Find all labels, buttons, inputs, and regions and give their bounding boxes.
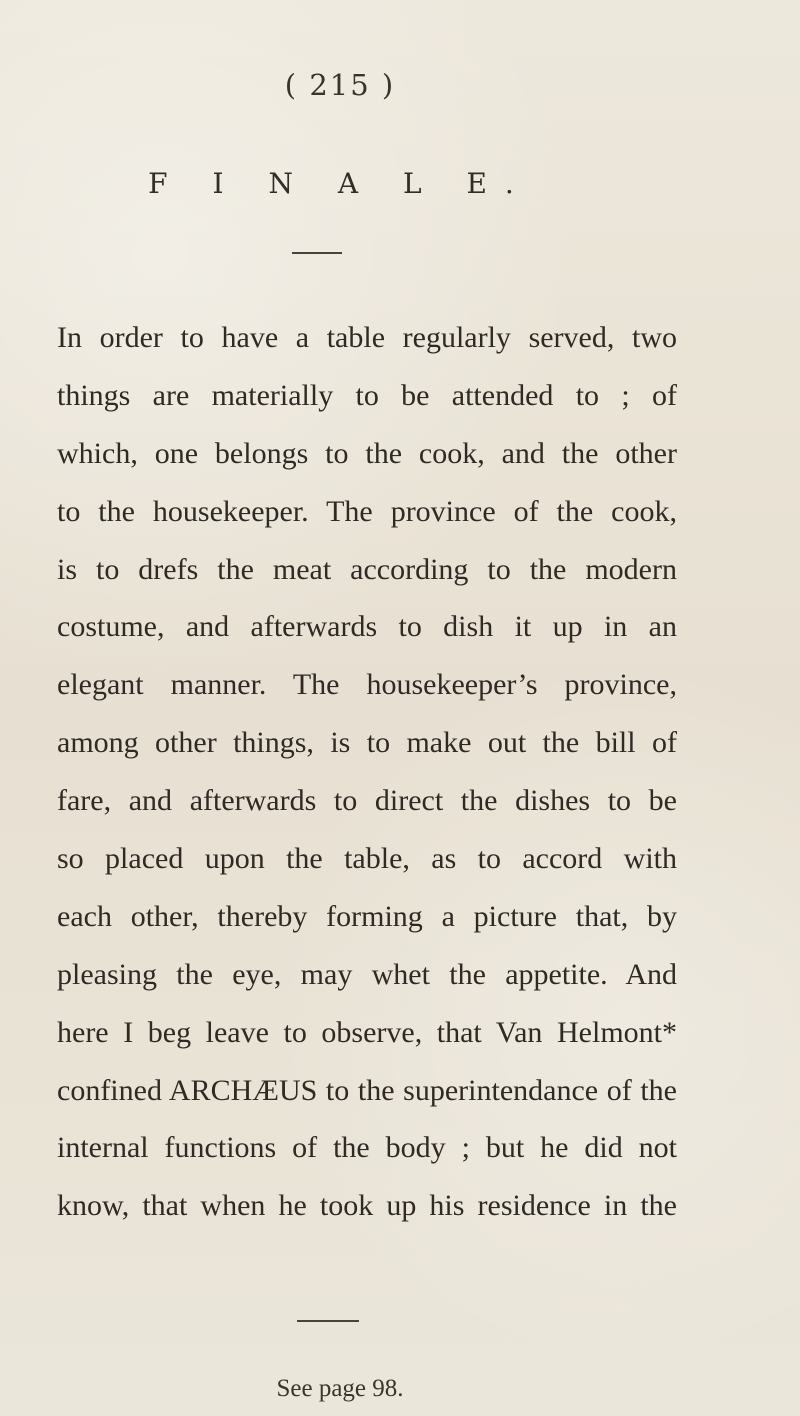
text-line-4: to the housekeeper. The province of the cook, — [57, 494, 677, 528]
text-line-10: so placed upon the table, as to accord with — [57, 842, 677, 876]
title-divider — [292, 252, 342, 254]
text-line-13: here I beg leave to observe, that Van Helmont* — [57, 1015, 677, 1049]
text-line-16: know, that when he took up his residence in the — [57, 1189, 677, 1223]
text-line-3: which, one belongs to the cook, and the other — [57, 436, 677, 470]
text-line-9: fare, and afterwards to direct the dishes to be — [57, 784, 677, 818]
page-number: ( 215 ) — [284, 68, 396, 102]
text-line-7: elegant manner. The housekeeper’s province, — [57, 668, 677, 702]
text-line-6: costume, and afterwards to dish it up in an — [57, 610, 677, 644]
text-line-8: among other things, is to make out the bill of — [57, 726, 677, 760]
text-line-12: pleasing the eye, may whet the appetite. And — [57, 957, 677, 991]
text-line-14: confined ARCHÆUS to the superintendance of the — [57, 1073, 677, 1107]
text-line-2: things are materially to be attended to ; of — [57, 378, 677, 412]
text-line-15: internal functions of the body ; but he did not — [57, 1131, 677, 1165]
text-line-5: is to drefs the meat according to the modern — [57, 552, 677, 586]
footnote-divider — [297, 1320, 359, 1322]
text-line-11: each other, thereby forming a picture that, by — [57, 899, 677, 933]
footnote: See page 98. — [276, 1375, 404, 1402]
chapter-title: F I N A L E. — [148, 167, 532, 200]
main-text — [57, 309, 677, 1235]
text-line-1: In order to have a table regularly served, two — [57, 321, 677, 354]
